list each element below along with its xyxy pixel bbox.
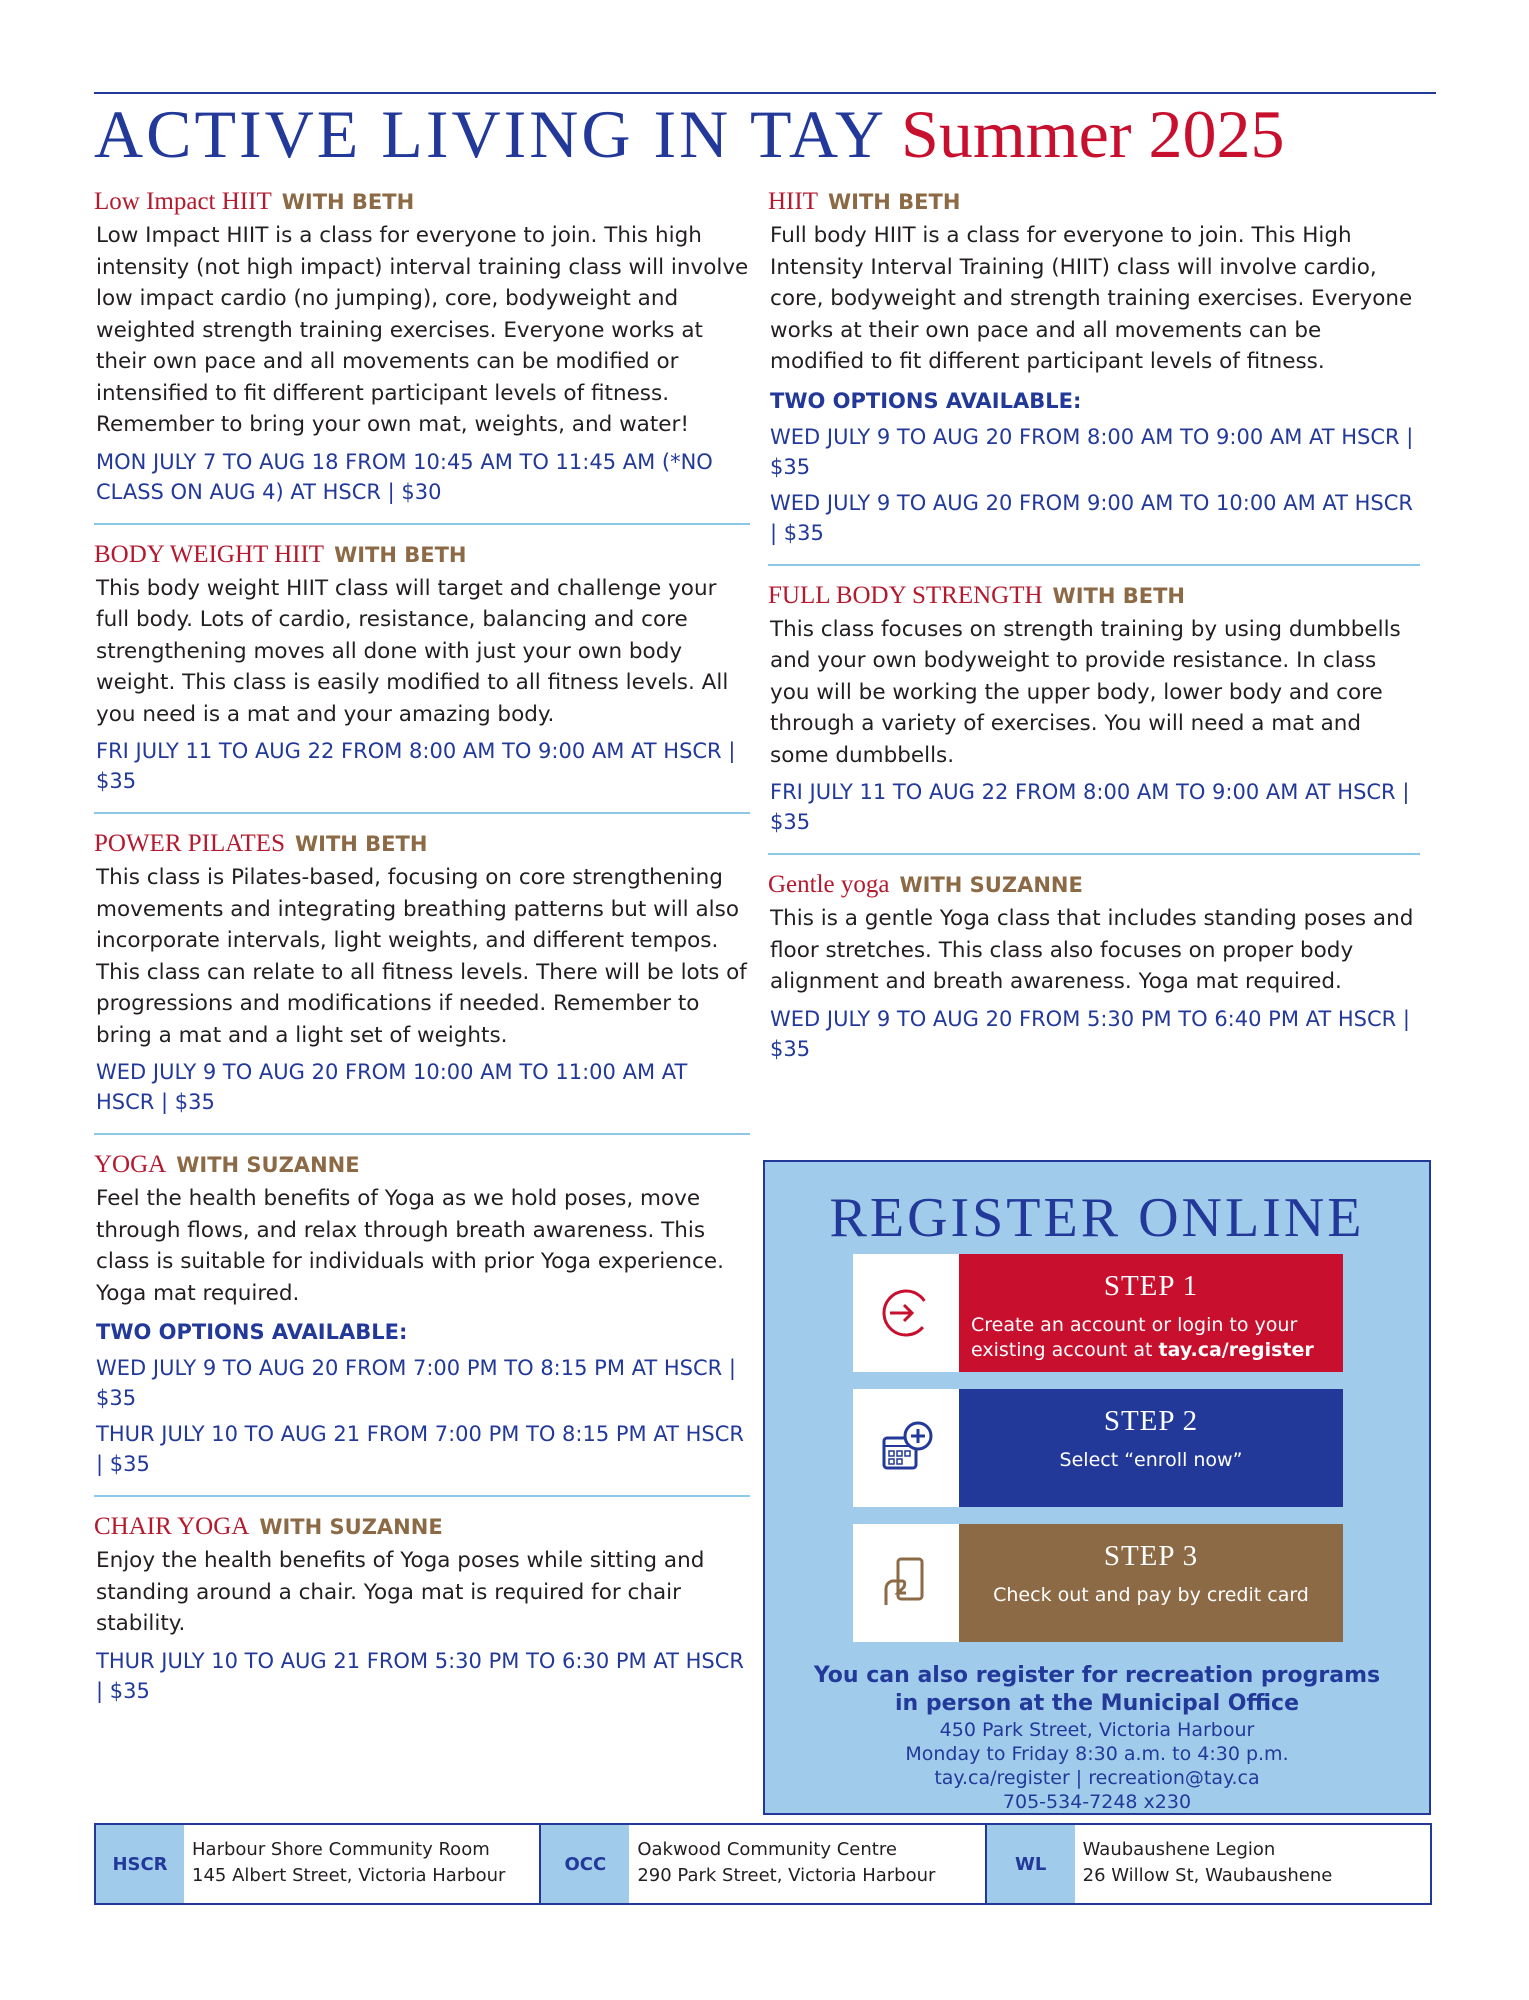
login-arrow-icon	[853, 1254, 959, 1372]
section-divider	[768, 853, 1420, 855]
class-title-line	[768, 869, 1420, 901]
step-1-text-main: Create an account or login to your existing account at	[971, 1314, 1298, 1361]
class-listing	[94, 828, 750, 1135]
location-info	[184, 1825, 539, 1903]
class-listing	[94, 1149, 750, 1497]
class-description: Feel the health benefits of Yoga as we hold poses, move through flows, and relax through breath awareness. This class is suitable for individuals with prior Yoga experience. Yoga mat required.	[96, 1186, 724, 1306]
class-title: CHAIR YOGA	[94, 1513, 250, 1540]
instructor-label: WITH SUZANNE	[176, 1153, 360, 1177]
left-column	[94, 186, 750, 1706]
step-1-body	[959, 1254, 1343, 1372]
location-code: OCC	[541, 1825, 629, 1903]
instructor-label: WITH BETH	[281, 190, 415, 214]
section-divider	[94, 523, 750, 525]
location-name: Harbour Shore Community Room	[192, 1839, 490, 1860]
class-title-line	[94, 186, 750, 218]
in-person-heading-2: in person at the Municipal Office	[894, 1691, 1300, 1716]
right-column	[768, 186, 1420, 1064]
class-description: Full body HIIT is a class for everyone to join. This High Intensity Interval Training (HIIT) class will involve cardio, core, bodyweight and strength training exercises. Everyone works at their own pace and all movements can be modified to fit different participant levels of fitness.	[770, 223, 1413, 374]
card-hand-icon	[853, 1524, 959, 1642]
office-address: 450 Park Street, Victoria Harbour	[939, 1719, 1255, 1741]
page-header	[94, 96, 1285, 172]
register-footer	[765, 1662, 1429, 1814]
instructor-label: WITH SUZANNE	[259, 1515, 443, 1539]
location-address: 290 Park Street, Victoria Harbour	[637, 1865, 936, 1886]
class-schedule: WED JULY 9 TO AUG 20 FROM 7:00 PM TO 8:15 PM AT HSCR | $35	[96, 1356, 736, 1410]
locations-legend	[94, 1823, 1432, 1905]
page-title: ACTIVE LIVING IN TAY	[94, 96, 888, 172]
location-code: WL	[987, 1825, 1075, 1903]
class-title: Gentle yoga	[768, 871, 890, 898]
location-info	[629, 1825, 984, 1903]
class-schedule: WED JULY 9 TO AUG 20 FROM 10:00 AM TO 11:00 AM AT HSCR | $35	[96, 1060, 688, 1114]
location-name: Waubaushene Legion	[1082, 1839, 1276, 1860]
class-listing	[768, 869, 1420, 1064]
class-title-line	[94, 828, 750, 860]
register-online-box	[763, 1160, 1431, 1815]
step-1-card[interactable]	[853, 1254, 1343, 1372]
register-title: REGISTER ONLINE	[829, 1187, 1365, 1249]
class-title-line	[94, 1149, 750, 1181]
location-address: 26 Willow St, Waubaushene	[1082, 1865, 1333, 1886]
class-title-line	[768, 186, 1420, 218]
class-schedule: WED JULY 9 TO AUG 20 FROM 5:30 PM TO 6:40 PM AT HSCR | $35	[770, 1006, 1410, 1061]
instructor-label: WITH BETH	[334, 542, 467, 567]
register-link[interactable]: tay.ca/register	[1158, 1339, 1314, 1361]
class-listing	[94, 1511, 750, 1706]
class-schedule: FRI JULY 11 TO AUG 22 FROM 8:00 AM TO 9:00 AM AT HSCR | $35	[770, 780, 1410, 834]
class-description: This class focuses on strength training by using dumbbells and your own bodyweight to provide resistance. In class you will be working the upper body, lower body and core through a variety of exercises. You will need a mat and some dumbbells.	[770, 616, 1401, 768]
class-title: YOGA	[94, 1151, 167, 1178]
step-1-text	[971, 1313, 1331, 1363]
class-listing	[768, 186, 1420, 566]
location-code: HSCR	[96, 1825, 184, 1903]
class-description: Low Impact HIIT is a class for everyone to join. This high intensity (not high impact) interval training class will involve low impact cardio (no jumping), core, bodyweight and weighted strength training exercises. Everyone works at their own pace and all movements can be modified or intensified to fit different participant levels of fitness. Remember to bring your own mat, weights, and water!	[96, 223, 749, 437]
location-address: 145 Albert Street, Victoria Harbour	[192, 1865, 506, 1886]
options-label: TWO OPTIONS AVAILABLE:	[770, 388, 1082, 413]
step-3-body	[959, 1524, 1343, 1642]
step-2-text: Select “enroll now”	[1059, 1449, 1243, 1471]
step-2-number: STEP 2	[1103, 1405, 1199, 1437]
step-3-number: STEP 3	[1103, 1540, 1199, 1572]
calendar-plus-icon	[853, 1389, 959, 1507]
class-schedule: FRI JULY 11 TO AUG 22 FROM 8:00 AM TO 9:00 AM AT HSCR | $35	[96, 739, 736, 793]
class-title: Low Impact HIIT	[94, 188, 272, 215]
step-2-body	[959, 1389, 1343, 1507]
class-schedule: MON JULY 7 TO AUG 18 FROM 10:45 AM TO 11:45 AM (*NO CLASS ON AUG 4) AT HSCR | $30	[96, 449, 713, 504]
class-title: POWER PILATES	[94, 830, 285, 857]
section-divider	[94, 1133, 750, 1135]
instructor-label: WITH BETH	[1052, 583, 1185, 608]
class-description: This body weight HIIT class will target and challenge your full body. Lots of cardio, resistance, balancing and core strengthening moves all done with just your own body weight. This class is easily modified to all fitness levels. All you need is a mat and your amazing body.	[96, 575, 729, 727]
step-3-card[interactable]	[853, 1524, 1343, 1642]
class-title: BODY WEIGHT HIIT	[94, 540, 325, 568]
phone-number: 705-534-7248 x230	[1002, 1791, 1192, 1813]
in-person-heading-1: You can also register for recreation programs	[813, 1663, 1381, 1688]
instructor-label: WITH BETH	[294, 832, 428, 856]
class-title: FULL BODY STRENGTH	[768, 581, 1043, 609]
class-title: HIIT	[768, 188, 818, 215]
class-listing	[94, 186, 750, 525]
class-listing	[94, 539, 750, 815]
step-2-card[interactable]	[853, 1389, 1343, 1507]
location-hscr	[96, 1825, 541, 1903]
contact-links[interactable]: tay.ca/register | recreation@tay.ca	[934, 1767, 1260, 1789]
location-wl	[987, 1825, 1430, 1903]
location-info	[1075, 1825, 1430, 1903]
section-divider	[768, 564, 1420, 566]
step-3-text: Check out and pay by credit card	[993, 1584, 1309, 1606]
options-label: TWO OPTIONS AVAILABLE:	[96, 1320, 408, 1344]
section-divider	[94, 1495, 750, 1497]
class-description: This class is Pilates-based, focusing on core strengthening movements and integrating breathing patterns but will also incorporate intervals, light weights, and different tempos. This class can relate to all fitness levels. There will be lots of progressions and modifications if needed. Remember to bring a mat and a light set of weights.	[96, 865, 747, 1048]
instructor-label: WITH BETH	[827, 190, 961, 214]
class-listing	[768, 580, 1420, 856]
class-schedule: THUR JULY 10 TO AUG 21 FROM 7:00 PM TO 8:15 PM AT HSCR | $35	[96, 1422, 744, 1476]
class-description: Enjoy the health benefits of Yoga poses while sitting and standing around a chair. Yoga mat is required for chair stability.	[96, 1548, 705, 1636]
location-name: Oakwood Community Centre	[637, 1839, 897, 1860]
office-hours: Monday to Friday 8:30 a.m. to 4:30 p.m.	[905, 1743, 1289, 1765]
season-title: Summer 2025	[901, 96, 1285, 172]
instructor-label: WITH SUZANNE	[899, 873, 1083, 897]
class-description: This is a gentle Yoga class that includes standing poses and floor stretches. This class also focuses on proper body alignment and breath awareness. Yoga mat required.	[770, 906, 1414, 994]
class-title-line	[768, 580, 1420, 612]
class-title-line	[94, 539, 750, 571]
section-divider	[94, 812, 750, 814]
class-schedule: THUR JULY 10 TO AUG 21 FROM 5:30 PM TO 6:30 PM AT HSCR | $35	[96, 1648, 744, 1703]
step-1-number: STEP 1	[1103, 1270, 1199, 1302]
class-schedule: WED JULY 9 TO AUG 20 FROM 9:00 AM TO 10:00 AM AT HSCR | $35	[770, 490, 1413, 545]
class-schedule: WED JULY 9 TO AUG 20 FROM 8:00 AM TO 9:00 AM AT HSCR | $35	[770, 424, 1414, 479]
location-occ	[541, 1825, 986, 1903]
class-title-line	[94, 1511, 750, 1543]
top-rule	[94, 92, 1436, 94]
